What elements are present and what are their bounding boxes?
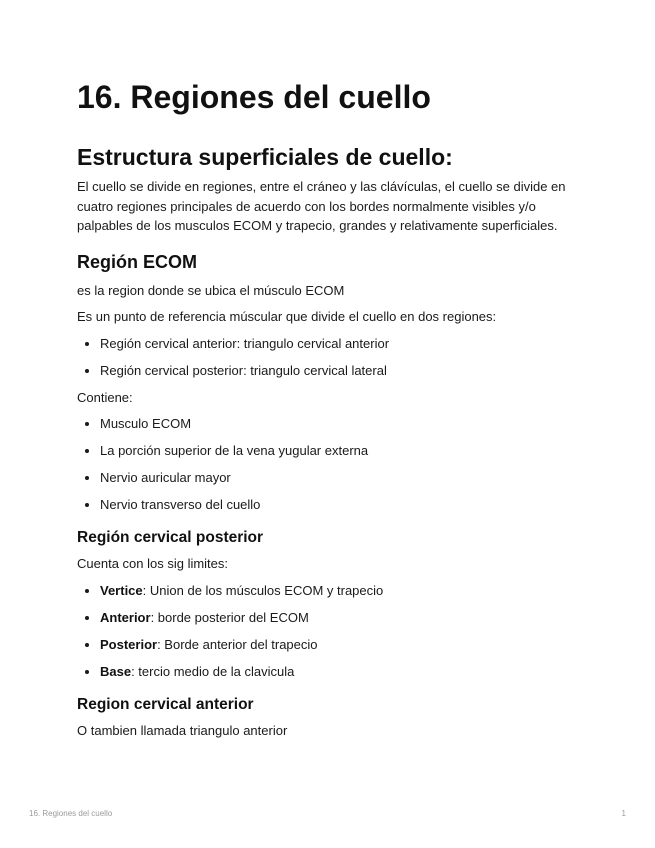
list-item <box>100 581 587 600</box>
limit-text: : tercio medio de la clavicula <box>131 663 295 679</box>
limit-text: : Borde anterior del trapecio <box>157 636 318 652</box>
anterior-intro: O tambien llamada triangulo anterior <box>77 722 288 738</box>
posterior-intro: Cuenta con los sig limites: <box>77 556 229 571</box>
ecom-divides-list <box>77 334 587 380</box>
list-item <box>100 662 587 681</box>
list-item: • Nervio auricular mayor <box>100 468 587 487</box>
heading-estructura-superficiales: Estructura superficiales de cuello: <box>77 144 453 170</box>
page-title: 16. Regiones del cuello <box>77 79 431 115</box>
limit-text: : borde posterior del ECOM <box>150 609 309 625</box>
limit-text: : Union de los músculos ECOM y trapecio <box>142 582 384 598</box>
document-body <box>77 142 587 747</box>
list-item: • Región cervical anterior: triangulo cervical anterior <box>100 334 587 353</box>
limit-term: Base <box>100 663 132 679</box>
heading-region-ecom: Región ECOM <box>77 251 197 272</box>
footer-title: 16. Regiones del cuello <box>29 809 113 818</box>
list-item: • Musculo ECOM <box>100 414 587 433</box>
limit-term: Vertice <box>100 582 143 598</box>
ecom-description: es la region donde se ubica el músculo ECOM <box>77 282 345 298</box>
limit-term: Anterior <box>100 609 151 625</box>
list-item: • Región cervical posterior: triangulo cervical lateral <box>100 361 587 380</box>
heading-region-cervical-anterior: Region cervical anterior <box>77 695 254 713</box>
list-item: • La porción superior de la vena yugular externa <box>100 441 587 460</box>
footer-page-number: 1 <box>621 809 626 818</box>
ecom-reference-text: Es un punto de referencia múscular que divide el cuello en dos regiones: <box>77 309 497 324</box>
ecom-contains-list <box>77 414 587 514</box>
posterior-limits-list <box>77 581 587 681</box>
list-item <box>100 635 587 654</box>
limit-term: Posterior <box>100 636 158 652</box>
contains-label: Contiene: <box>77 389 133 405</box>
list-item <box>100 608 587 627</box>
intro-paragraph: El cuello se divide en regiones, entre el cráneo y las clávículas, el cuello se divide en cuatro regiones principales de acuerdo con los bordes normalmente visibles y/o palpables de los musculos ECOM y trapecio, grandes y relativamente superficiales. <box>77 179 566 233</box>
heading-region-cervical-posterior: Región cervical posterior <box>77 529 264 546</box>
list-item: • Nervio transverso del cuello <box>100 495 587 514</box>
